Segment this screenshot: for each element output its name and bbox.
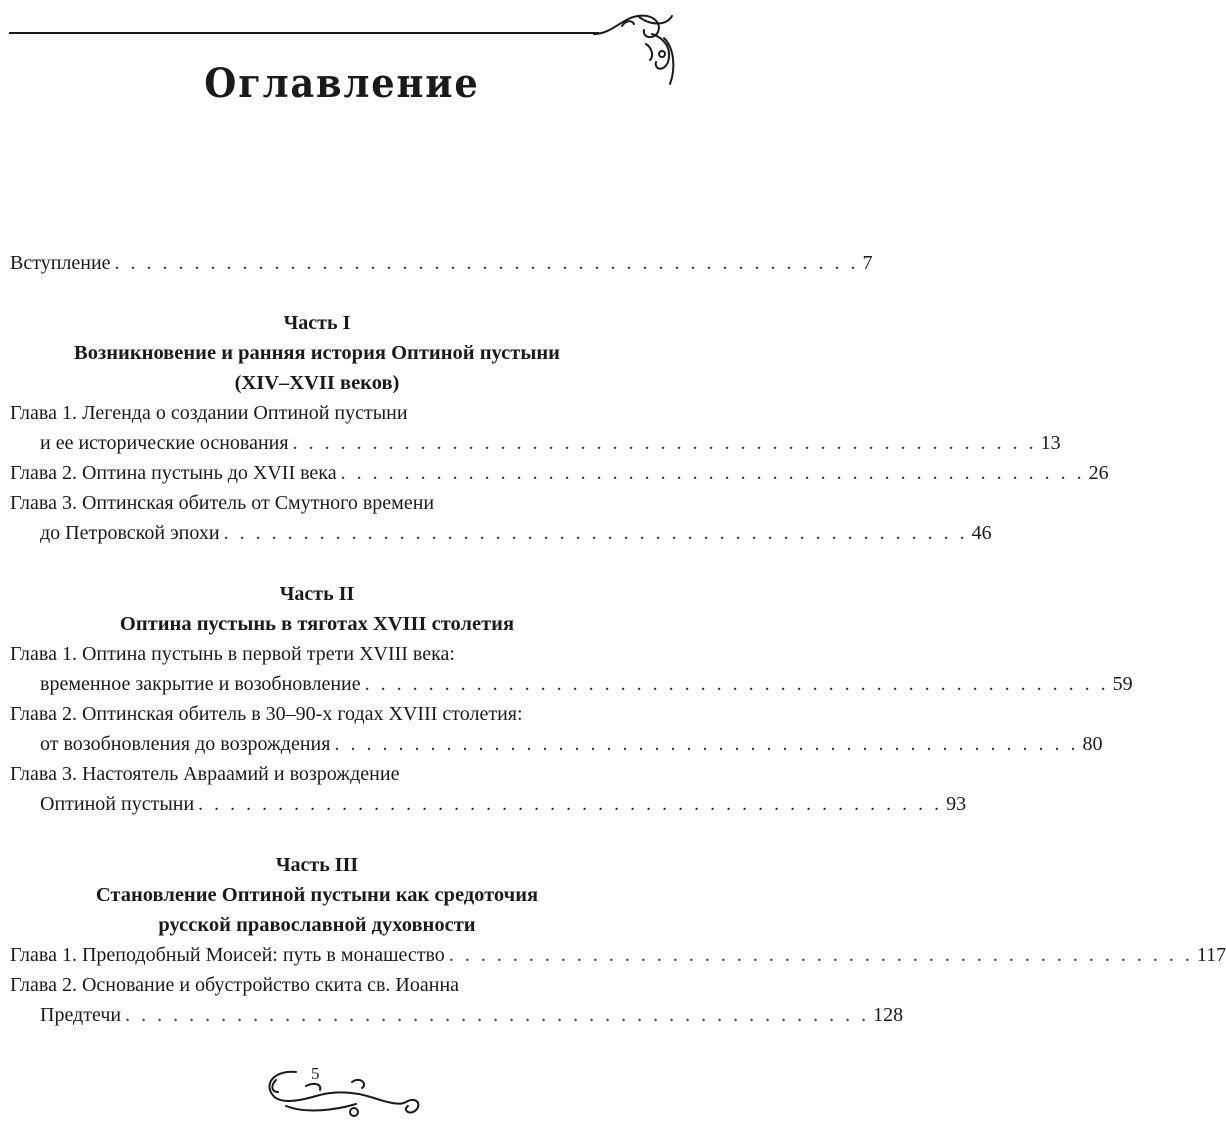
entry-text: Вступление [10,252,111,274]
part-title: (XIV–XVII веков) [234,372,400,394]
entry-text: Глава 1. Легенда о создании Оптиной пустыни [10,402,408,424]
dot-leader: . . . . . . . . . . . . . . . . . . . . . . . . . . . . . . . . . . . . . . . . . . . . . . . [334,733,1079,755]
entry-text: от возобновления до возрождения [40,733,331,755]
toc-entry[interactable] [10,759,624,789]
entry-page: 13 [1040,432,1061,454]
entry-page: 93 [946,793,967,815]
dot-leader: . . . . . . . . . . . . . . . . . . . . . . . . . . . . . . . . . . . . . . . . . . . . . . . [340,462,1085,484]
entry-text: Оптиной пустыни [40,793,195,815]
dot-leader: . . . . . . . . . . . . . . . . . . . . . . . . . . . . . . . . . . . . . . . . . . . . . . . [448,944,1193,966]
dot-leader: . . . . . . . . . . . . . . . . . . . . . . . . . . . . . . . . . . . . . . . . . . . . . . . [364,673,1109,695]
part-heading: Часть III [275,854,359,876]
page-number: 5 [311,1064,320,1083]
part-title: Возникновение и ранняя история Оптиной пустыни [74,342,560,364]
entry-text: Предтечи [40,1004,122,1026]
toc-entry-intro[interactable] [10,248,873,278]
dot-leader: . . . . . . . . . . . . . . . . . . . . . . . . . . . . . . . . . . . . . . . . . . . . . . . [198,793,943,815]
header-rule [9,32,599,34]
toc-entry[interactable] [10,639,624,669]
entry-text: Глава 1. Оптина пустынь в первой трети XVIII века: [10,643,455,665]
toc-entry[interactable] [10,398,624,428]
part-title: Оптина пустынь в тяготах XVIII столетия [119,613,515,635]
entry-page: 26 [1088,462,1109,484]
entry-page: 7 [862,252,873,274]
entry-page: 128 [873,1004,904,1026]
table-of-contents [10,248,1226,1030]
entry-page: 117 [1196,944,1226,966]
entry-page: 46 [971,522,992,544]
part-title: Становление Оптиной пустыни как средоточия [95,884,539,906]
dot-leader: . . . . . . . . . . . . . . . . . . . . . . . . . . . . . . . . . . . . . . . . . . . . . . . [292,432,1037,454]
entry-text: Глава 2. Оптина пустынь до XVII века [10,462,337,484]
dot-leader: . . . . . . . . . . . . . . . . . . . . . . . . . . . . . . . . . . . . . . . . . . . . . . . [223,522,968,544]
part-heading: Часть I [283,312,351,334]
toc-entry[interactable] [10,1000,904,1030]
toc-entry[interactable] [10,669,1133,699]
toc-entry[interactable] [10,518,992,548]
entry-text: Глава 2. Оптинская обитель в 30–90-х годах XVIII столетия: [10,703,523,725]
toc-entry[interactable] [10,940,1226,970]
toc-entry[interactable] [10,428,1061,458]
dot-leader: . . . . . . . . . . . . . . . . . . . . . . . . . . . . . . . . . . . . . . . . . . . . . . . [114,252,859,274]
footer-ornament-icon [256,1062,432,1120]
part-heading: Часть II [279,583,355,605]
entry-text: Глава 3. Оптинская обитель от Смутного времени [10,492,435,514]
entry-text: временное закрытие и возобновление [40,673,361,695]
page-title: Оглавление [204,60,480,107]
toc-entry[interactable] [10,729,1103,759]
entry-text: до Петровской эпохи [40,522,220,544]
toc-entry[interactable] [10,488,624,518]
entry-text: и ее исторические основания [40,432,289,454]
entry-text: Глава 2. Основание и обустройство скита св. Иоанна [10,974,460,996]
part-title: русской православной духовности [158,914,476,936]
entry-text: Глава 3. Настоятель Авраамий и возрождение [10,763,400,785]
entry-page: 59 [1112,673,1133,695]
toc-entry[interactable] [10,699,624,729]
toc-entry[interactable] [10,789,967,819]
toc-entry[interactable] [10,970,624,1000]
entry-page: 80 [1082,733,1103,755]
toc-entry[interactable] [10,458,1109,488]
dot-leader: . . . . . . . . . . . . . . . . . . . . . . . . . . . . . . . . . . . . . . . . . . . . . . . [125,1004,870,1026]
entry-text: Глава 1. Преподобный Моисей: путь в монашество [10,944,445,966]
